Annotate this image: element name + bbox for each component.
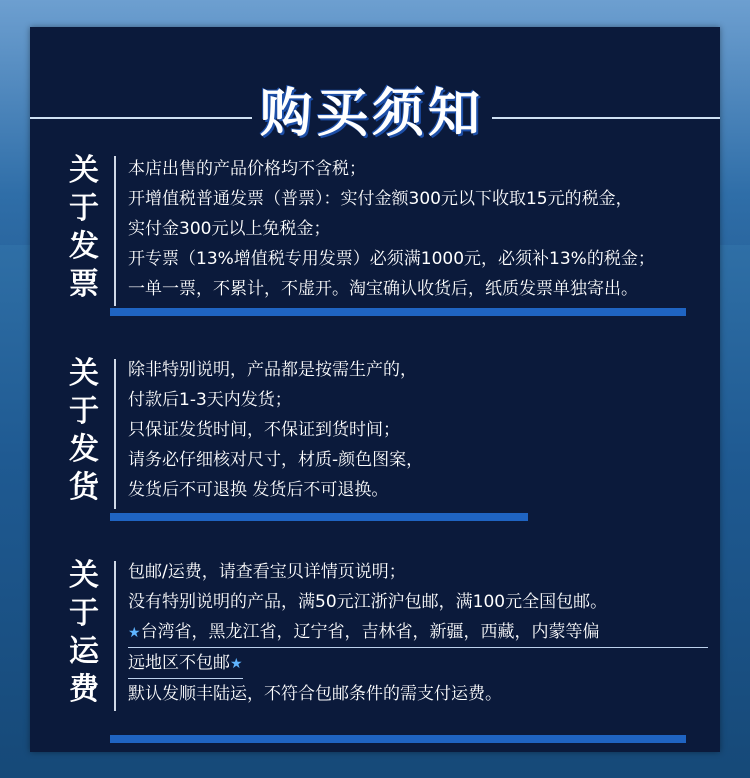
label-char: 票 [69, 267, 99, 302]
label-char: 关 [69, 153, 99, 188]
text-line: 只保证发货时间，不保证到货时间； [128, 420, 400, 440]
text-line: 默认发顺丰陆运，不符合包邮条件的需支付运费。 [128, 684, 502, 704]
label-char: 于 [69, 596, 99, 631]
text-line-highlight [128, 617, 708, 648]
label-char: 费 [69, 672, 99, 707]
text-line: 付款后1-3天内发货； [128, 390, 292, 410]
text-line-highlight [128, 648, 243, 679]
section-label-invoice [62, 152, 106, 304]
title-area [30, 79, 720, 149]
section-accent-bar [110, 513, 528, 521]
section-shipping [30, 355, 720, 525]
star-icon: ★ [128, 625, 141, 641]
label-char: 于 [69, 191, 99, 226]
label-char: 关 [69, 558, 99, 593]
title-rule-left [30, 117, 252, 119]
section-text-shipping [128, 355, 708, 505]
section-invoice [30, 152, 720, 322]
section-divider [114, 561, 116, 711]
label-char: 关 [69, 356, 99, 391]
text-line: 本店出售的产品价格均不含税； [128, 159, 366, 179]
section-label-shipping [62, 355, 106, 507]
text-line: 请务必仔细核对尺寸，材质-颜色图案， [128, 450, 424, 470]
text-line: 开增值税普通发票（普票）：实付金额300元以下收取15元的税金， [128, 189, 633, 209]
section-accent-bar [110, 735, 686, 743]
text-line: 没有特别说明的产品，满50元江浙沪包邮，满100元全国包邮。 [128, 592, 608, 612]
text-span: 远地区不包邮 [128, 653, 230, 673]
text-span: 台湾省，黑龙江省，辽宁省，吉林省，新疆，西藏，内蒙等偏 [140, 622, 600, 642]
label-char: 发 [69, 229, 99, 264]
section-text-invoice [128, 154, 708, 304]
notice-panel [30, 27, 720, 752]
label-char: 发 [69, 432, 99, 467]
text-line: 一单一票，不累计，不虚开。淘宝确认收货后，纸质发票单独寄出。 [128, 279, 638, 299]
label-char: 运 [69, 634, 99, 669]
section-divider [114, 359, 116, 509]
title-rule-right [492, 117, 720, 119]
label-char: 货 [69, 470, 99, 505]
section-text-freight [128, 557, 708, 709]
section-accent-bar [110, 308, 686, 316]
label-char: 于 [69, 394, 99, 429]
section-divider [114, 156, 116, 306]
section-freight [30, 557, 720, 747]
text-line: 开专票（13%增值税专用发票）必须满1000元，必须补13%的税金； [128, 249, 655, 269]
section-label-freight [62, 557, 106, 709]
text-line: 发货后不可退换 发货后不可退换。 [128, 480, 389, 500]
text-line: 除非特别说明，产品都是按需生产的， [128, 360, 417, 380]
star-icon: ★ [230, 656, 243, 672]
page-title: 购买须知 [259, 84, 484, 144]
text-line: 包邮/运费，请查看宝贝详情页说明； [128, 562, 406, 582]
text-line: 实付金300元以上免税金； [128, 219, 331, 239]
